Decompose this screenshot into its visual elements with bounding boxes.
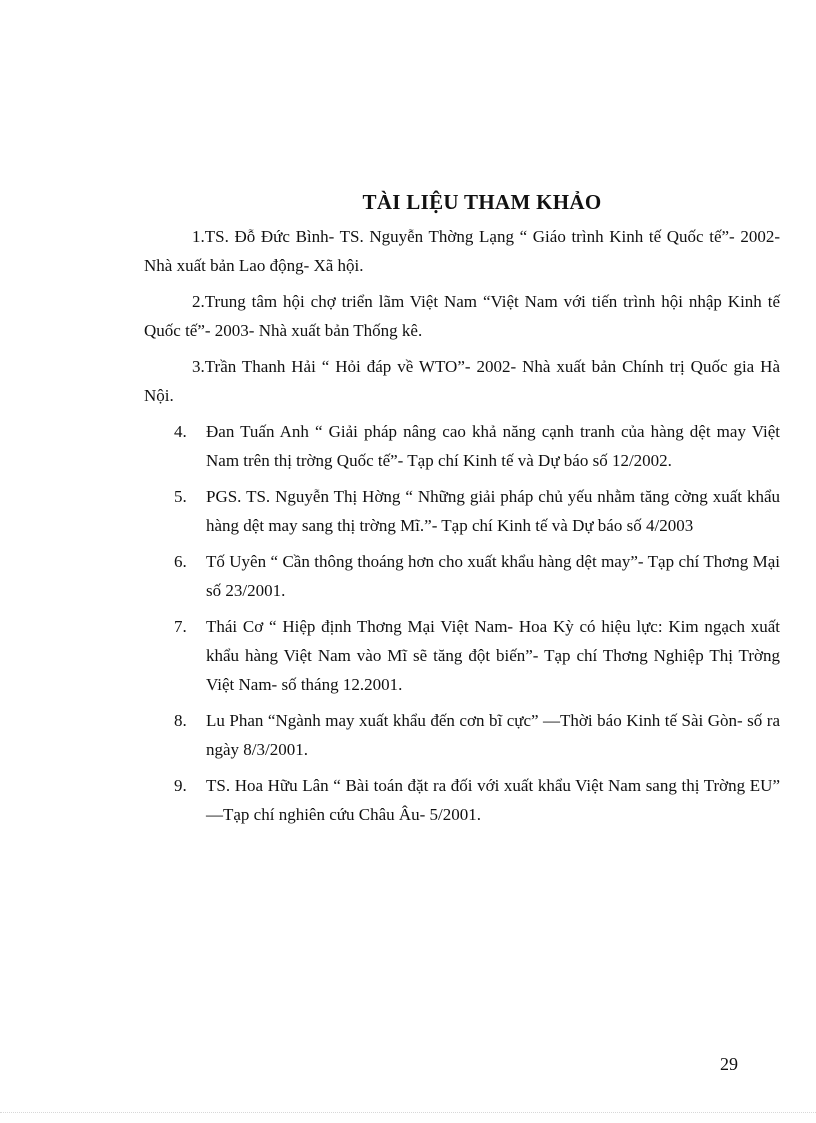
reference-text: 3.Trần Thanh Hải “ Hỏi đáp về WTO”- 2002- Nhà xuất bản Chính trị Quốc gia Hà Nội. [144, 357, 780, 405]
reference-text: Tố Uyên “ Cần thông thoáng hơn cho xuất khẩu hàng dệt may”- Tạp chí Thơng Mại số 23/2001. [206, 552, 780, 600]
reference-item [144, 287, 780, 345]
reference-item [144, 547, 780, 605]
reference-item [144, 706, 780, 764]
reference-item [144, 771, 780, 829]
reference-number: 7. [174, 617, 187, 636]
reference-number: 5. [174, 487, 187, 506]
reference-list [144, 222, 780, 836]
footer-divider [0, 1112, 816, 1113]
reference-number: 9. [174, 776, 187, 795]
reference-item [144, 417, 780, 475]
reference-text: Thái Cơ “ Hiệp định Thơng Mại Việt Nam- Hoa Kỳ có hiệu lực: Kim ngạch xuất khẩu hàng Việt Nam vào Mĩ sẽ tăng đột biến”- Tạp chí Thơng Nghiệp Thị Trờng Việt Nam- số tháng 12.2001. [206, 617, 780, 694]
page-number: 29 [720, 1054, 738, 1074]
reference-text: 1.TS. Đỗ Đức Bình- TS. Nguyễn Thờng Lạng “ Giáo trình Kinh tế Quốc tế”- 2002- Nhà xuất bản Lao động- Xã hội. [144, 227, 780, 275]
reference-text: Đan Tuấn Anh “ Giải pháp nâng cao khả năng cạnh tranh của hàng dệt may Việt Nam trên thị trờng Quốc tế”- Tạp chí Kinh tế và Dự báo số 12/2002. [206, 422, 780, 470]
reference-number: 6. [174, 552, 187, 571]
reference-number: 4. [174, 422, 187, 441]
reference-text: TS. Hoa Hữu Lân “ Bài toán đặt ra đối với xuất khẩu Việt Nam sang thị Trờng EU” —Tạp chí nghiên cứu Châu Âu- 5/2001. [206, 776, 780, 824]
page-title: TÀI LIỆU THAM KHẢO [362, 190, 602, 214]
reference-text: Lu Phan “Ngành may xuất khẩu đến cơn bĩ cực” —Thời báo Kinh tế Sài Gòn- số ra ngày 8/3/2001. [206, 711, 780, 759]
reference-item [144, 222, 780, 280]
reference-item [144, 612, 780, 699]
reference-item [144, 352, 780, 410]
reference-item [144, 482, 780, 540]
reference-text: PGS. TS. Nguyễn Thị Hờng “ Những giải pháp chủ yếu nhằm tăng cờng xuất khẩu hàng dệt may sang thị trờng Mĩ.”- Tạp chí Kinh tế và Dự báo số 4/2003 [206, 487, 780, 535]
reference-number: 8. [174, 711, 187, 730]
reference-text: 2.Trung tâm hội chợ triển lãm Việt Nam “Việt Nam với tiến trình hội nhập Kinh tế Quốc tế”- 2003- Nhà xuất bản Thống kê. [144, 292, 780, 340]
